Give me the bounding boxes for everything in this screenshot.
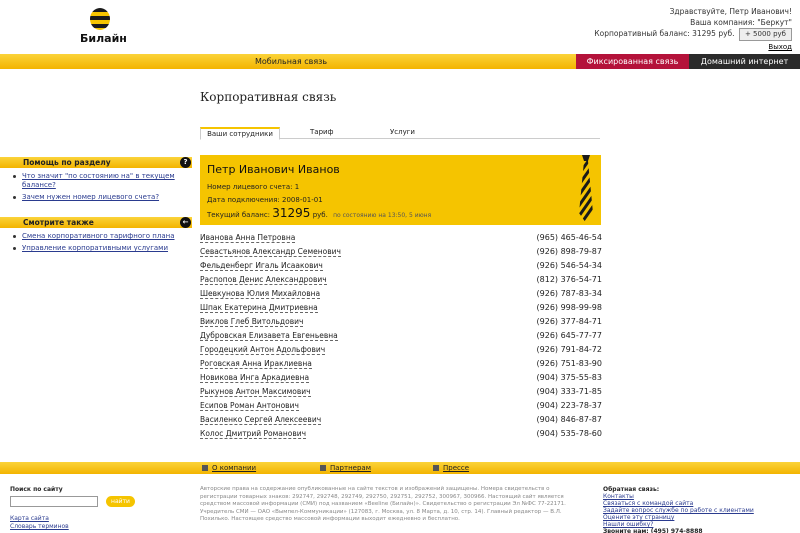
help-item-label[interactable]: Что значит "по состоянию на" в текущем балансе? <box>22 172 175 189</box>
footer-link-label[interactable]: Прессе <box>443 464 470 472</box>
search-label: Поиск по сайту <box>10 486 63 493</box>
employee-name[interactable]: Есипов Роман Антонович <box>200 401 299 410</box>
search-input[interactable] <box>10 496 98 507</box>
employee-phone: (926) 898-79-87 <box>536 247 602 256</box>
employee-row[interactable] <box>200 414 602 428</box>
employee-name[interactable]: Шпак Екатерина Дмитриевна <box>200 303 318 312</box>
employee-name[interactable]: Новикова Инга Аркадиевна <box>200 373 310 382</box>
employee-row[interactable] <box>200 288 602 302</box>
employee-name[interactable]: Городецкий Антон Адольфович <box>200 345 326 354</box>
main-nav <box>0 54 800 69</box>
sitemap-link[interactable]: Карта сайта <box>10 515 49 522</box>
beeline-logo-icon <box>90 8 110 30</box>
search-button[interactable]: найти <box>106 496 135 507</box>
employee-list <box>200 232 602 442</box>
see-also-title: Смотрите также <box>23 218 94 227</box>
employee-row[interactable] <box>200 302 602 316</box>
see-also-list <box>10 232 190 256</box>
footer-nav <box>0 462 800 474</box>
employee-name[interactable]: Севастьянов Александр Семенович <box>200 247 341 256</box>
employee-phone: (926) 645-77-77 <box>536 331 602 340</box>
profile-card <box>200 155 601 225</box>
nav-mobile[interactable]: Мобильная связь <box>255 57 328 66</box>
feedback-block <box>603 486 793 533</box>
greeting: Здравствуйте, Петр Иванович! <box>669 7 792 16</box>
employee-phone: (926) 546-54-34 <box>536 261 602 270</box>
employee-name[interactable]: Фельденберг Игаль Исаакович <box>200 261 323 270</box>
employee-name[interactable]: Рыкунов Антон Максимович <box>200 387 311 396</box>
tab-employees[interactable]: Ваши сотрудники <box>200 127 280 140</box>
bullet-icon <box>202 465 208 471</box>
employee-name[interactable]: Шевкунова Юлия Михайловна <box>200 289 321 298</box>
bullet-icon <box>433 465 439 471</box>
logo-text: Билайн <box>80 32 127 45</box>
employee-row[interactable] <box>200 232 602 246</box>
feedback-link[interactable]: Оцените эту страницу <box>603 514 675 521</box>
employee-row[interactable] <box>200 330 602 344</box>
employee-phone: (904) 846-87-87 <box>536 415 602 424</box>
feedback-link[interactable]: Нашли ошибку? <box>603 521 654 528</box>
balance-unit: руб. <box>312 211 328 219</box>
employee-phone: (926) 998-99-98 <box>536 303 602 312</box>
beeline-logo[interactable] <box>80 8 127 48</box>
feedback-phone: Звоните нам: (495) 974-8888 <box>603 528 703 533</box>
help-section-title: Помощь по разделу <box>23 158 111 167</box>
corporate-balance-label: Корпоративный баланс: 31295 руб. <box>594 29 735 38</box>
employee-name[interactable]: Дубровская Елизавета Евгеньевна <box>200 331 338 340</box>
topup-button[interactable]: + 5000 руб <box>739 28 792 41</box>
logout-link[interactable]: Выход <box>768 43 792 51</box>
employee-row[interactable] <box>200 260 602 274</box>
employee-row[interactable] <box>200 358 602 372</box>
nav-home-internet[interactable]: Домашний интернет <box>689 54 800 69</box>
footer-link-label[interactable]: Партнерам <box>330 464 371 472</box>
see-also-item-label[interactable]: Управление корпоративными услугами <box>22 244 169 252</box>
employee-name[interactable]: Распопов Денис Александрович <box>200 275 327 284</box>
employee-row[interactable] <box>200 316 602 330</box>
see-also-item[interactable] <box>10 244 190 253</box>
tab-services[interactable]: Услуги <box>390 128 415 136</box>
account-number: Номер лицевого счета: 1 <box>207 183 300 191</box>
feedback-title: Обратная связь: <box>603 486 660 493</box>
employee-row[interactable] <box>200 246 602 260</box>
employee-phone: (926) 377-84-71 <box>536 317 602 326</box>
employee-row[interactable] <box>200 428 602 442</box>
tab-tariff[interactable]: Тариф <box>310 128 334 136</box>
glossary-link[interactable]: Словарь терминов <box>10 523 69 530</box>
employee-phone: (812) 376-54-71 <box>536 275 602 284</box>
connection-date: Дата подключения: 2008-01-01 <box>207 196 323 204</box>
employee-phone: (904) 223-78-37 <box>536 401 602 410</box>
see-also-header <box>0 217 192 228</box>
feedback-link[interactable]: Задайте вопрос службе по работе с клиентами <box>603 507 754 514</box>
see-also-item[interactable] <box>10 232 190 241</box>
help-list <box>10 172 190 205</box>
employee-row[interactable] <box>200 386 602 400</box>
employee-row[interactable] <box>200 274 602 288</box>
employee-row[interactable] <box>200 400 602 414</box>
employee-name[interactable]: Роговская Анна Ираклиевна <box>200 359 312 368</box>
bullet-icon <box>320 465 326 471</box>
employee-phone: (965) 465-46-54 <box>536 233 602 242</box>
footer-link-press[interactable] <box>433 464 469 472</box>
company-name: Ваша компания: "Беркут" <box>690 18 792 27</box>
copyright-text: Авторские права на содержание опубликованные на сайте текстов и изображений защищены. Номера свидетельств о регистрации товарных знаков: 292747, 292748, 292749, 292750, 292751, 292752, 300967, 300966. Настоящий сайт является средством массовой информации (СМИ) под названием «Beeline (Билайн)». Свидетельство о регистрации Эл №ФС 77-22171. Учредитель СМИ — ОАО «Вымпел-Коммуникации» (127083, г. Москва, ул. 8 Марта, д. 10, стр. 14). Главный редактор — В.Л. Похилько. Настоящее средство массовой информации выходит ежедневно и бесплатно. <box>200 486 566 522</box>
employee-name[interactable]: Колос Дмитрий Романович <box>200 429 307 438</box>
balance-label: Текущий баланс: <box>207 211 271 219</box>
employee-phone: (926) 751-83-90 <box>536 359 602 368</box>
employee-row[interactable] <box>200 344 602 358</box>
page-title: Корпоративная связь <box>200 90 337 104</box>
nav-fixed[interactable]: Фиксированная связь <box>576 54 689 69</box>
employee-phone: (926) 787-83-34 <box>536 289 602 298</box>
arrow-left-icon: ← <box>180 217 191 228</box>
help-item-label[interactable]: Зачем нужен номер лицевого счета? <box>22 193 160 201</box>
help-icon: ? <box>180 157 191 168</box>
see-also-item-label[interactable]: Смена корпоративного тарифного плана <box>22 232 175 240</box>
footer-link-about[interactable] <box>202 464 256 472</box>
balance-value: 31295 <box>272 206 311 220</box>
tie-icon <box>576 155 596 223</box>
balance-note: по состоянию на 13:50, 5 июня <box>333 212 432 219</box>
help-item[interactable] <box>10 172 190 190</box>
employee-phone: (904) 333-71-85 <box>536 387 602 396</box>
user-info <box>594 6 792 53</box>
employee-name[interactable]: Виклов Глеб Витольдович <box>200 317 304 326</box>
profile-name: Петр Иванович Иванов <box>207 163 340 176</box>
employee-row[interactable] <box>200 372 602 386</box>
feedback-link[interactable]: Контакты <box>603 493 634 500</box>
employee-phone: (926) 791-84-72 <box>536 345 602 354</box>
current-balance <box>207 206 431 220</box>
employee-name[interactable]: Василенко Сергей Алексеевич <box>200 415 322 424</box>
help-item[interactable] <box>10 193 190 202</box>
footer-link-partners[interactable] <box>320 464 371 472</box>
employee-phone: (904) 375-55-83 <box>536 373 602 382</box>
help-section-header <box>0 157 192 168</box>
employee-name[interactable]: Иванова Анна Петровна <box>200 233 296 242</box>
feedback-link[interactable]: Связаться с командой сайта <box>603 500 694 507</box>
footer-link-label[interactable]: О компании <box>212 464 257 472</box>
employee-phone: (904) 535-78-60 <box>536 429 602 438</box>
tabs <box>200 127 600 139</box>
corporate-balance <box>594 28 792 41</box>
